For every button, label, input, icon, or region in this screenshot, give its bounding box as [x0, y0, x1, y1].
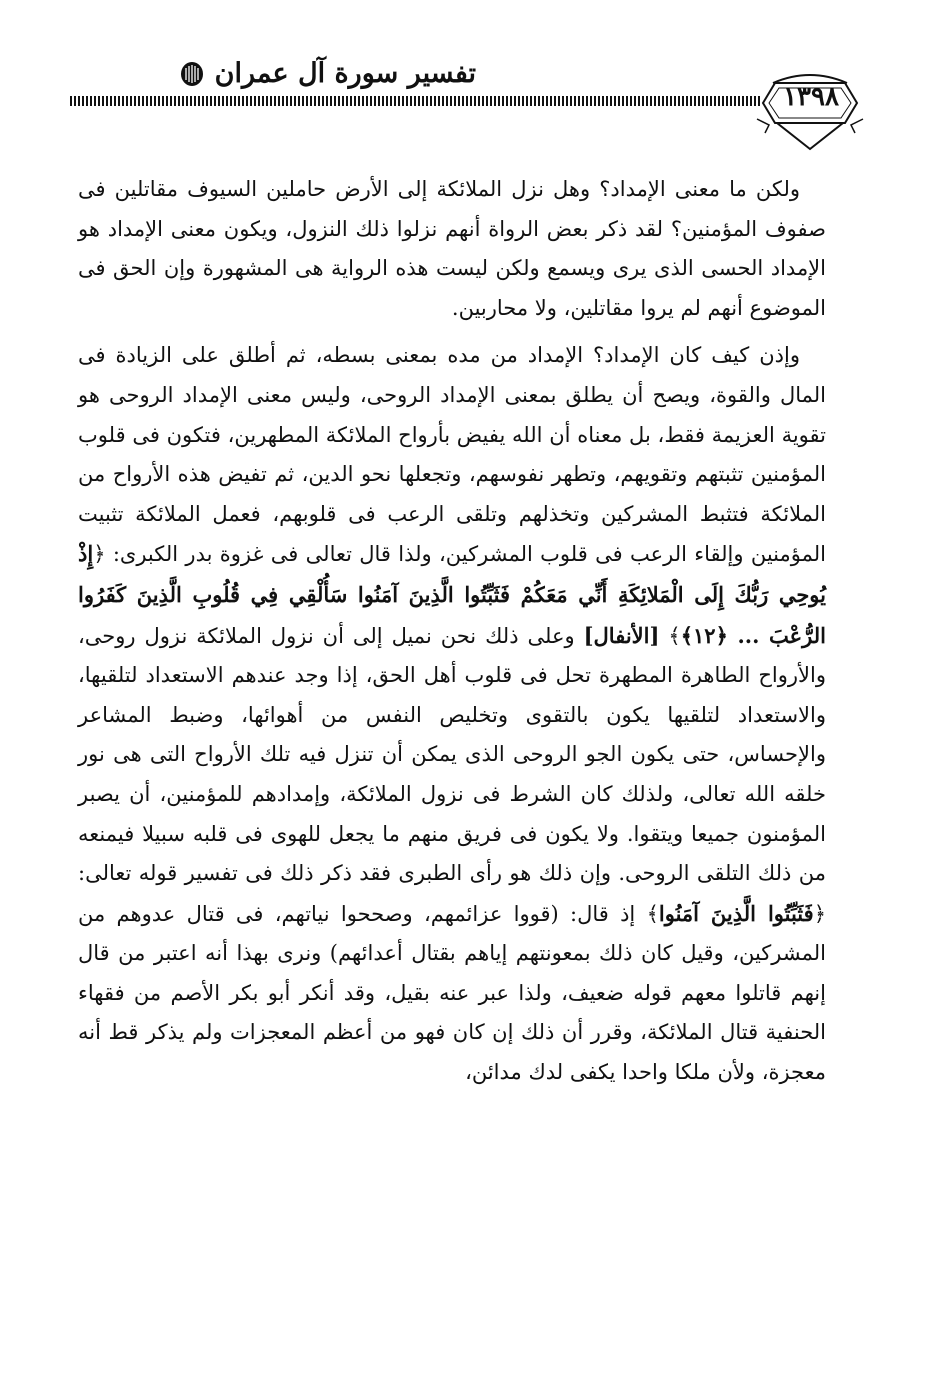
- header-rule: [70, 96, 760, 106]
- paragraph-2: [78, 336, 826, 1092]
- quran-quote-fathabbitu: فَثَبِّتُوا الَّذِينَ آمَنُوا: [658, 900, 814, 926]
- running-title: تفسير سورة آل عمران: [214, 58, 476, 89]
- surah-reference: [الأنفال]: [583, 622, 660, 648]
- page-header: [0, 0, 926, 160]
- quran-quote-anfal-12: إِذْ يُوحِي رَبُّكَ إِلَى الْمَلائِكَةِ أَنِّي مَعَكُمْ فَثَبِّتُوا الَّذِينَ آمَنُوا سَأُلْقِي فِي قُلُوبِ الَّذِينَ كَفَرُوا الرُّعْبَ ... ﴿١٢﴾: [78, 541, 826, 648]
- paragraph-2-part-b: وعلى ذلك نحن نميل إلى أن نزول الملائكة نزول روحى، والأرواح الطاهرة المطهرة تحل فى قلوب أهل الحق، إذا وجد عندهم الاستعداد لتلقيها، والاستعداد لتلقيها يكون بالتقوى وتخليص النفس من أهوائها، وضبط المشاعر والإحساس، حتى يكون الجو الروحى الذى يمكن أن تنزل فيه تلك الأرواح التى هى نور خلقه الله تعالى، ولذلك كان الشرط فى نزول الملائكة، وإمدادهم للمؤمنين، أن يصبر المؤمنون جميعا ويتقوا. ولا يكون فى فريق منهم ما يجعل للهوى فى قلبه سبيلا فيمنعه من ذلك التلقى الروحى. وإن ذلك هو رأى الطبرى فقد ذكر ذلك فى تفسير قوله تعالى:: [78, 623, 826, 886]
- quran-close-bracket: ﴾: [668, 623, 681, 648]
- quran-open-bracket: ﴿: [93, 542, 106, 567]
- paragraph-2-part-a: وإذن كيف كان الإمداد؟ الإمداد من مده بمعنى بسطه، ثم أطلق على الزيادة فى المال والقوة، ويصح أن يطلق بمعنى الإمداد الروحى، وليس معنى الإمداد الروحى هو تقوية العزيمة فقط، بل معناه أن الله يفيض بأرواح الملائكة المطهرين، فتكون فى قلوب المؤمنين تثبتهم وتقويهم، وتطهر نفوسهم، وتجعلها نحو الدين، ثم تفيض هذه الأرواح من الملائكة فتثبط المشركين وتخذلهم وتلقى الرعب فى قلوبهم، فعمل الملائكة تثبيت المؤمنين وإلقاء الرعب فى قلوب المشركين، ولذا قال تعالى فى غزوة بدر الكبرى:: [78, 343, 826, 567]
- paragraph-1: ولكن ما معنى الإمداد؟ وهل نزل الملائكة إلى الأرض حاملين السيوف مقاتلين فى صفوف المؤمنين؟ لقد ذكر بعض الرواة أنهم نزلوا ذلك النزول، ويكون معنى الإمداد هو الإمداد الحسى الذى يرى ويسمع ولكن ليست هذه الرواية هى المشهورة وإن الحق فى الموضوع أنهم لم يروا مقاتلين، ولا محاربين.: [78, 177, 826, 320]
- body-text: [78, 170, 826, 1101]
- page-number: ١٣٩٨: [783, 82, 839, 112]
- quran-close-bracket-2: ﴾: [646, 901, 659, 926]
- quran-open-bracket-2: ﴿: [813, 901, 826, 926]
- running-head: [179, 58, 476, 89]
- paragraph-2-part-c: إذ قال: (قووا عزائمهم، وصححوا نياتهم، فى قتال عدوهم من المشركين، وقيل كان ذلك بمعونتهم إياهم بقتال أعدائهم) ونرى بهذا أنه اعتبر من قال إنهم قاتلوا معهم قوله ضعيف، ولذا عبر عنه بقيل، وقد أنكر أبو بكر الأصم من فقهاء الحنفية قتال الملائكة، وقرر أن ذلك إن كان فهو من أعظم المعجزات ولم يذكر قط أنه معجزة، ولأن ملكا واحدا يكفى لدك مدائن،: [78, 901, 826, 1085]
- ornament-icon: [179, 61, 205, 87]
